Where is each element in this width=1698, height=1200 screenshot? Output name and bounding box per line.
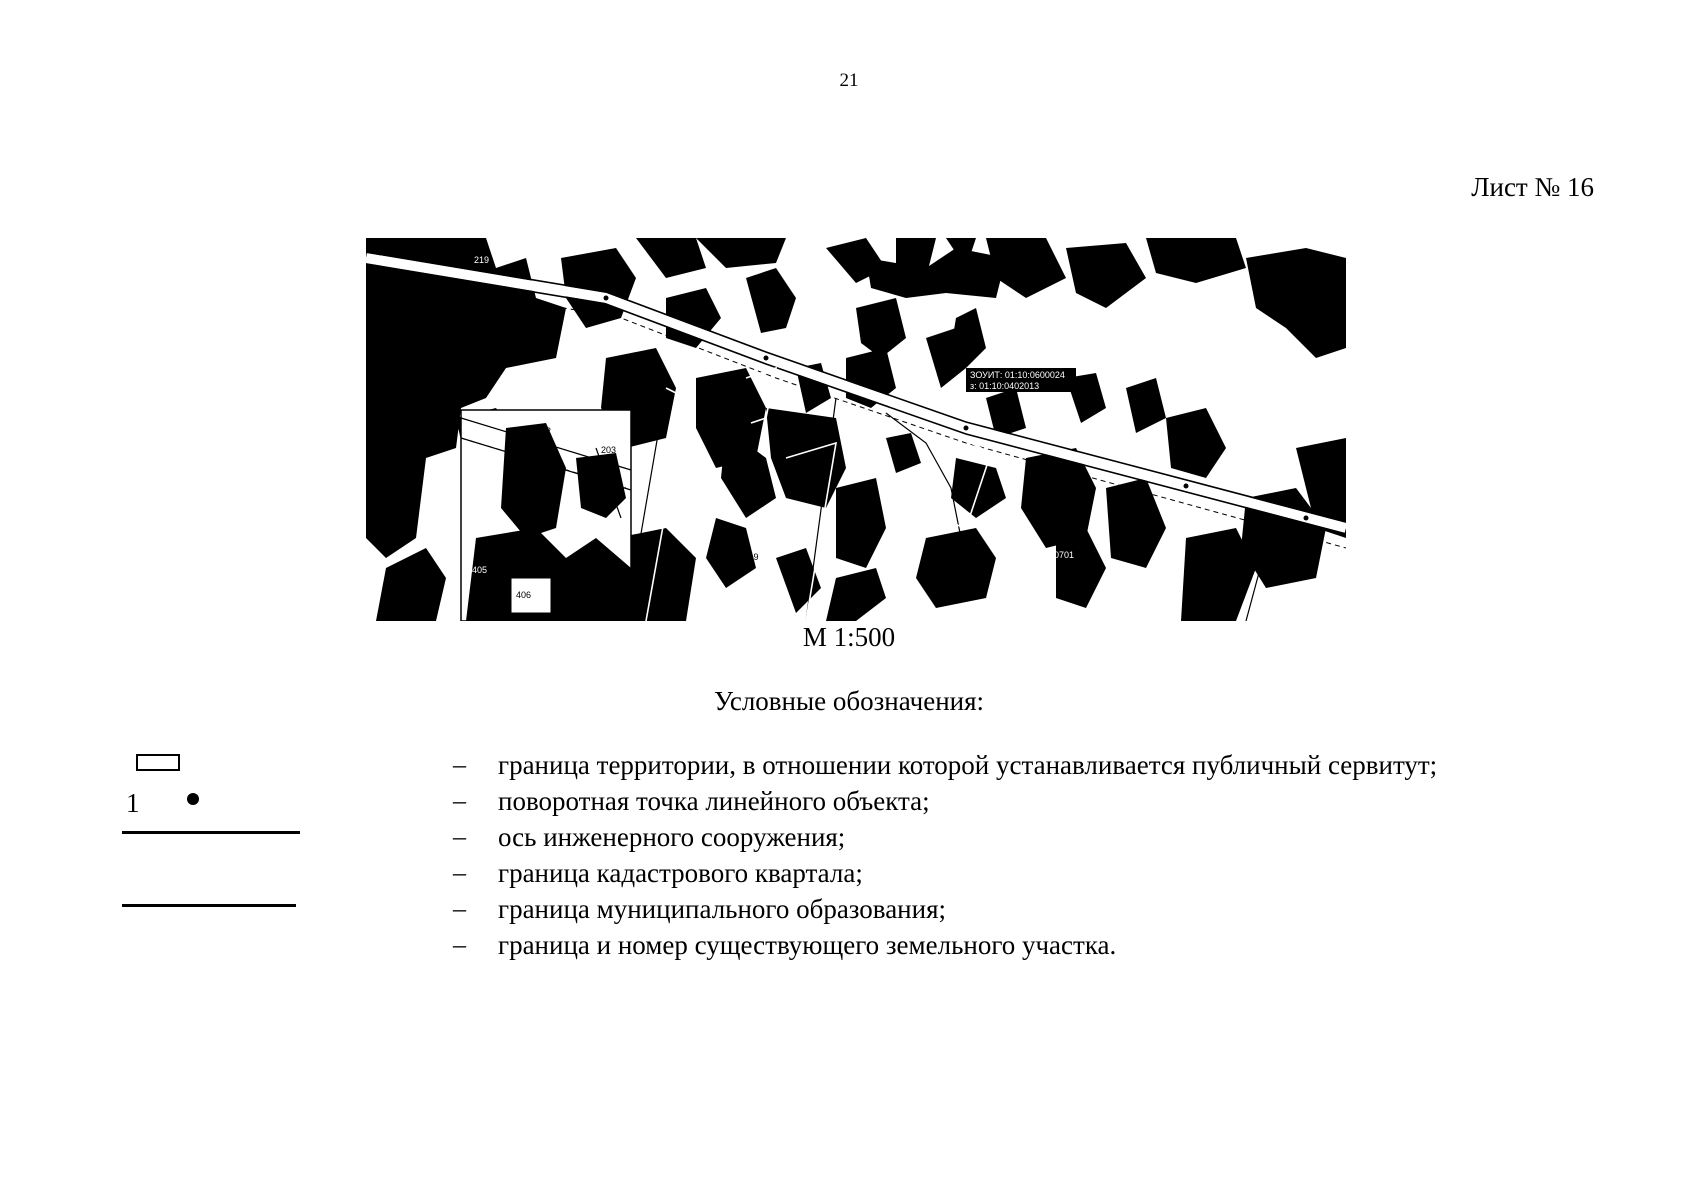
legend-text: граница и номер существующего земельного участка. (498, 930, 1117, 960)
legend-dash: – (453, 822, 466, 851)
quarter-label: 01:10:0400701 (1014, 550, 1075, 560)
sheet-label: Лист № 16 (1471, 172, 1594, 202)
page-number: 21 (839, 70, 859, 91)
legend-dash: – (453, 750, 466, 779)
legend-item (0, 822, 1698, 858)
parcel-label: 1:19 (741, 552, 759, 562)
legend-text: ось инженерного сооружения; (498, 822, 846, 852)
parcel-label: 219 (474, 255, 490, 265)
legend-item (0, 750, 1698, 786)
legend-item (0, 786, 1698, 822)
legend-dash: – (453, 894, 466, 923)
legend-dash: – (453, 786, 466, 815)
map-scale: М 1:500 (802, 622, 896, 652)
legend-dash: – (453, 930, 466, 959)
legend-item (0, 930, 1698, 966)
zone-label-1: ЗОУИТ: 01:10:0600024 (970, 370, 1065, 380)
legend-text: поворотная точка линейного объекта; (498, 786, 930, 816)
zone-label-2: з: 01:10:0402013 (970, 381, 1040, 391)
legend-item (0, 858, 1698, 894)
parcel-label: 405 (472, 565, 488, 575)
turning-point-number: 1 (126, 788, 140, 818)
parcel-label: 403 (596, 520, 612, 530)
legend-dash: – (453, 858, 466, 887)
map-image (366, 238, 1346, 621)
legend-title: Условные обозначения: (713, 686, 985, 716)
parcel-label: 406 (516, 590, 532, 600)
legend-text: граница территории, в отношении которой устанавливается публичный сервитут; (498, 750, 1438, 780)
legend-text: граница кадастрового квартала; (498, 858, 863, 888)
legend-item (0, 894, 1698, 930)
cadastral-map (366, 238, 1346, 621)
parcel-label: 232 (1321, 575, 1337, 585)
parcel-label: 202 (536, 426, 552, 436)
parcel-label: 109 (566, 535, 582, 545)
parcel-label: 203 (601, 445, 617, 455)
legend-text: граница муниципального образования; (498, 894, 947, 924)
